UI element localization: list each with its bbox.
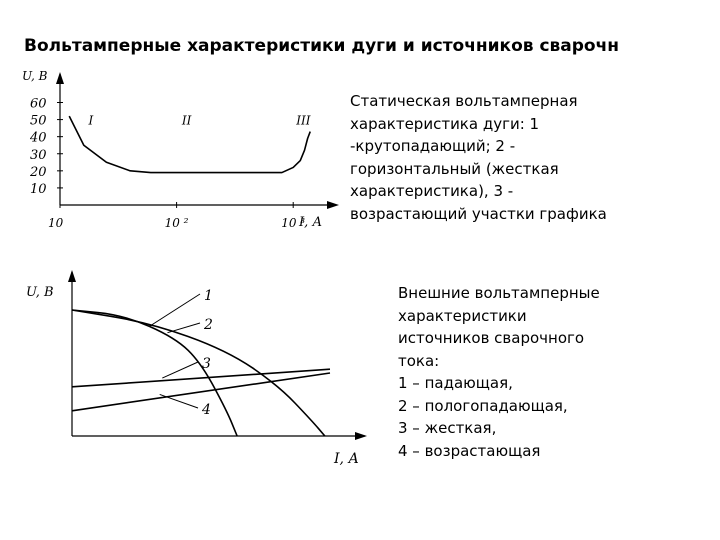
leader-line-4 (160, 394, 198, 408)
y-tick-label: 30 (30, 147, 47, 163)
region-label-3: III (296, 113, 311, 128)
y-tick-label: 50 (30, 113, 47, 129)
y-tick-label: 20 (30, 164, 47, 180)
x-tick-label: 10 (48, 216, 64, 230)
curve-label-3: 3 (202, 356, 211, 372)
curve-label-4: 4 (202, 402, 211, 418)
leader-line-1 (149, 294, 200, 326)
curve-2 (72, 310, 325, 436)
slide-title: Вольтамперные характеристики дуги и источников сварочн (24, 36, 620, 56)
y-tick-label: 60 (30, 96, 47, 112)
x-tick-label: 10 ³ (281, 216, 306, 230)
leader-line-2 (167, 323, 200, 333)
x-axis-label: I, А (334, 451, 360, 467)
region-label-1: I (88, 113, 94, 128)
x-tick-label: 10 ² (164, 216, 189, 230)
leader-line-3 (162, 362, 198, 378)
y-tick-label: 10 (30, 181, 47, 197)
y-tick-label: 40 (30, 130, 47, 146)
x-axis-arrow (355, 432, 367, 440)
y-axis-arrow (68, 270, 76, 282)
curve-label-1: 1 (204, 288, 213, 304)
y-axis-label: U, В (22, 69, 48, 83)
external-vac-description: Внешние вольтамперные характеристики источников сварочного тока: 1 – падающая, 2 – пологопадающая, 3 – жесткая, 4 – возрастающая (398, 284, 600, 460)
curve-label-2: 2 (204, 317, 213, 333)
region-label-2: II (181, 113, 192, 128)
y-axis-label: U, В (26, 285, 54, 300)
x-axis-label: I, А (299, 215, 323, 230)
static-vac-description: Статическая вольтамперная характеристика дуги: 1 -крутопадающий; 2 - горизонтальный (жесткая характеристика), 3 - возрастающий участки графика (350, 92, 607, 223)
